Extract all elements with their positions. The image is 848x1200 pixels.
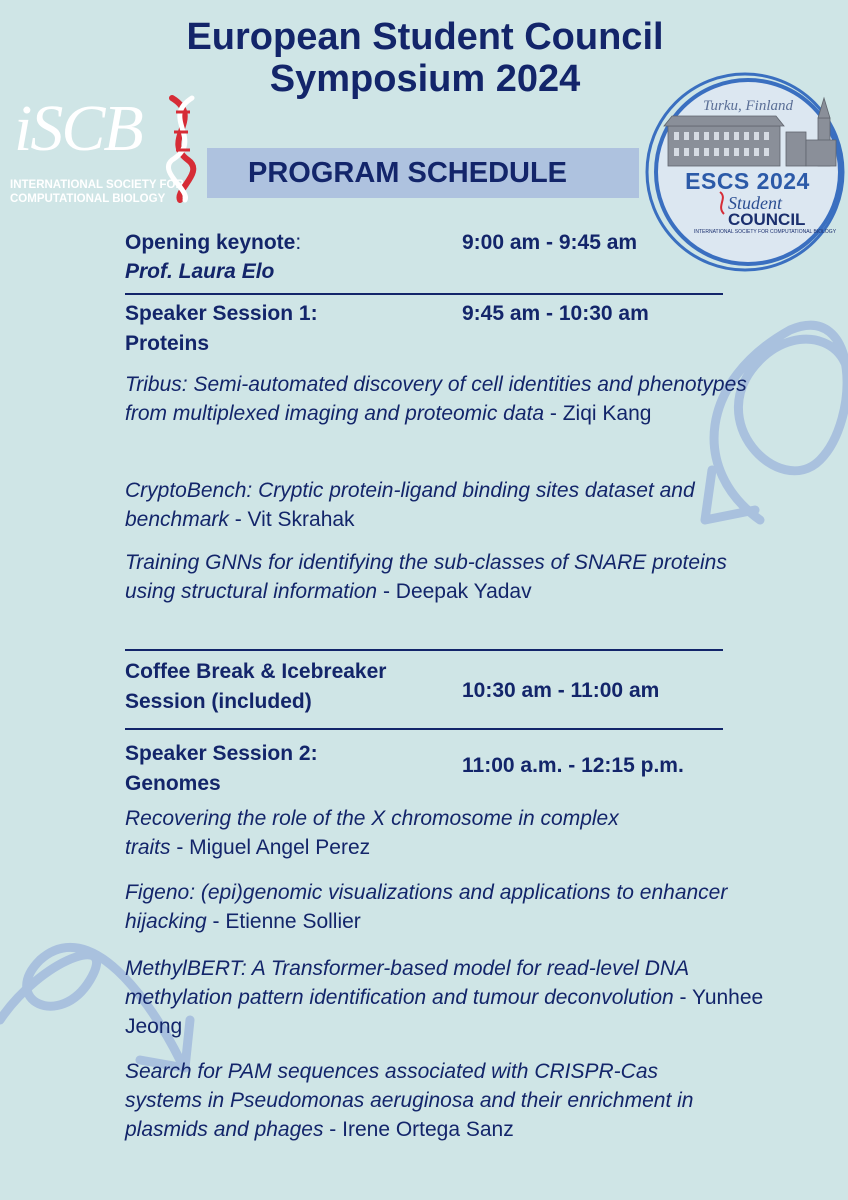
session1-time: 9:45 am - 10:30 am — [462, 302, 649, 325]
session2-talk: MethylBERT: A Transformer-based model for read-level DNA methylation pattern identification and tumour deconvolution - Yunhee Jeong — [125, 957, 764, 1038]
session2-title-line1: Speaker Session 2: — [125, 742, 318, 765]
badge-location: Turku, Finland — [702, 98, 793, 114]
break-time: 10:30 am - 11:00 am — [462, 679, 660, 702]
session2-title-line2: Genomes — [125, 772, 221, 795]
session2-time: 11:00 a.m. - 12:15 p.m. — [462, 754, 684, 777]
break-title-line1: Coffee Break & Icebreaker — [125, 660, 387, 683]
iscb-logo-wordmark: iSCB — [14, 92, 142, 165]
program-schedule-heading: PROGRAM SCHEDULE — [248, 157, 568, 189]
keynote-speaker: Prof. Laura Elo — [125, 260, 275, 283]
badge-event-name: ESCS 2024 — [685, 168, 810, 194]
badge-council-label: COUNCIL — [728, 210, 806, 229]
divider — [125, 293, 723, 295]
divider — [125, 728, 723, 730]
badge-student-label: Student — [728, 193, 782, 213]
session2-talk: Figeno: (epi)genomic visualizations and applications to enhancer hijacking - Etienne Sollier — [125, 881, 728, 933]
session1-title-line1: Speaker Session 1: — [125, 302, 318, 325]
keynote-time: 9:00 am - 9:45 am — [462, 231, 638, 254]
session1-talk: CryptoBench: Cryptic protein-ligand binding sites dataset and benchmark - Vit Skrahak — [125, 479, 695, 531]
session1-talk: Tribus: Semi-automated discovery of cell identities and phenotypes from multiplexed imaging and proteomic data - Ziqi Kang — [125, 373, 747, 425]
keynote-label: Opening keynote: — [125, 231, 302, 254]
badge-org-label: INTERNATIONAL SOCIETY FOR COMPUTATIONAL BIOLOGY — [693, 229, 837, 235]
iscb-logo-subtitle: INTERNATIONAL SOCIETY FOR COMPUTATIONAL BIOLOGY — [10, 179, 184, 205]
session1-talk: Training GNNs for identifying the sub-classes of SNARE proteins using structural information - Deepak Yadav — [125, 551, 727, 603]
break-title-line2: Session (included) — [125, 690, 312, 713]
session2-talk: Recovering the role of the X chromosome in complex traits - Miguel Angel Perez — [125, 807, 619, 859]
page-title: European Student Council Symposium 2024 — [186, 16, 664, 100]
session2-talk: Search for PAM sequences associated with CRISPR-Cas systems in Pseudomonas aeruginosa and their enrichment in plasmids and phages - Irene Ortega Sanz — [125, 1060, 694, 1141]
divider — [125, 649, 723, 651]
session1-title-line2: Proteins — [125, 332, 210, 355]
